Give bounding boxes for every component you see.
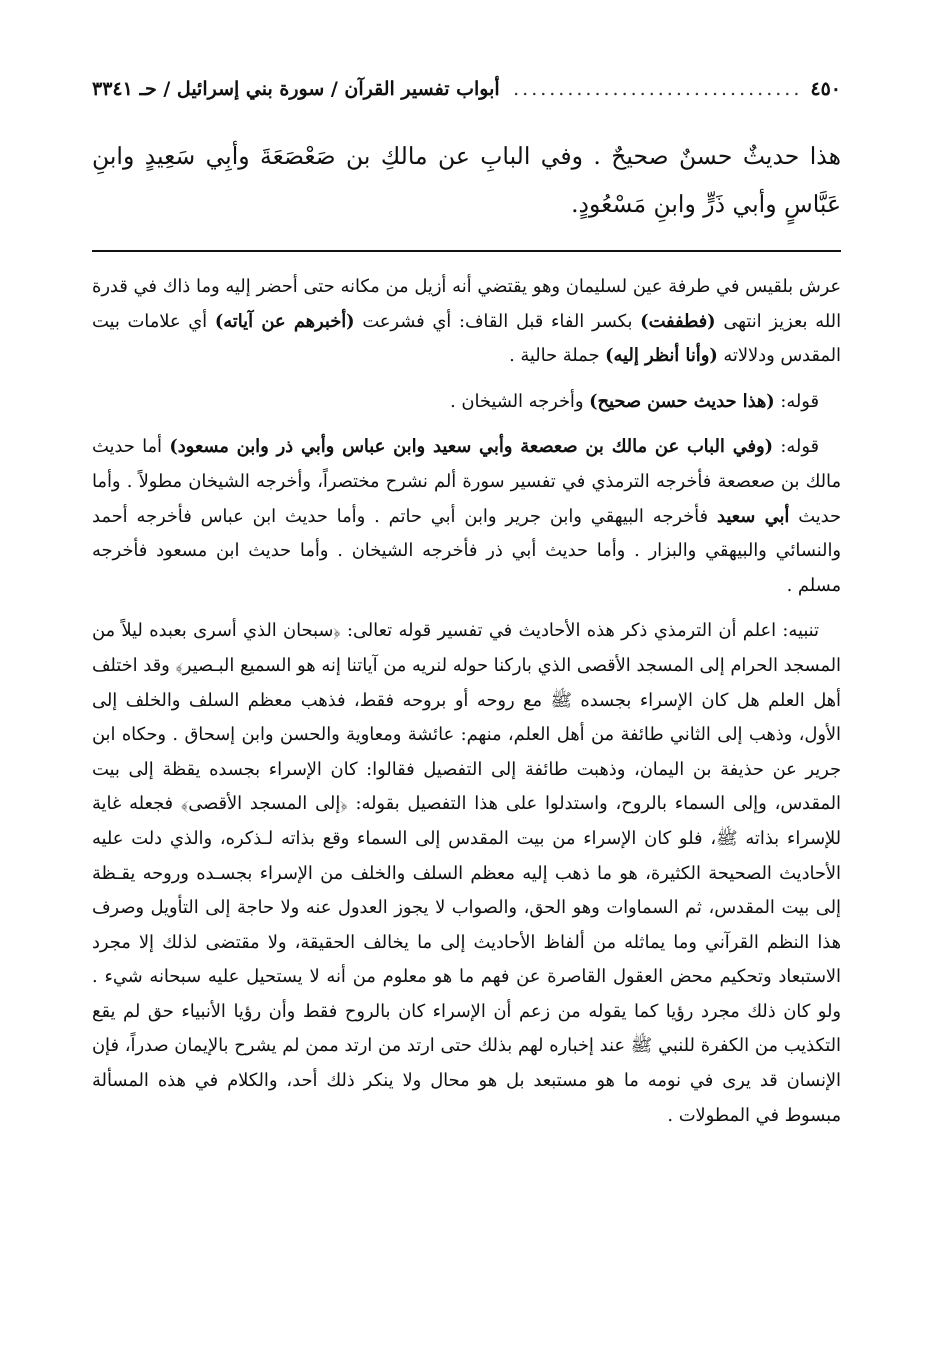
- commentary-paragraph-1: عرش بلقيس في طرفة عين لسليمان وهو يقتضي أنه أزيل من مكانه حتى أحضر إليه وما ذاك في قدرة الله بعزيز انتهى (فطففت) بكسر الفاء قبل القاف: أي فشرعت (أخبرهم عن آياته) أي علامات بيت المقدس ودلالاته (وأنا أنظر إليه) جملة حالية .: [92, 276, 842, 367]
- book-page: [92, 76, 841, 1144]
- header-dot-leader: ................................: [513, 78, 803, 100]
- text-commentary-divider: [92, 250, 841, 252]
- commentary-paragraph-2: قوله: (هذا حديث حسن صحيح) وأخرجه الشيخان .: [450, 390, 819, 412]
- commentary-paragraph-4-note: تنبيه: اعلم أن الترمذي ذكر هذه الأحاديث في تفسير قوله تعالى: ﴿سبحان الذي أسرى بعبده ليلاً من المسجد الحرام إلى المسجد الأقصى الذي باركنا حوله لنريه من آياتنا إنه هو السميع البـصير﴾ وقد اختلف أهل العلم هل كان الإسراء بجسده ﷺ مع روحه أو بروحه فقط، فذهب معظم السلف والخلف إلى الأول، وذهب إلى الثاني طائفة من أهل العلم، منهم: عائشة ومعاوية والحسن وابن إسحاق . وحكاه ابن جرير عن حذيفة بن اليمان، وذهبت طائفة إلى التفصيل فقالوا: كان الإسراء بجسده يقظة إلى بيت المقدس، وإلى السماء بالروح، واستدلوا على هذا التفصيل بقوله: ﴿إلى المسجد الأقصى﴾ فجعله غاية للإسراء بذاته ﷺ، فلو كان الإسراء من بيت المقدس إلى السماء وقع بذاته لـذكره، والذي دلت عليه الأحاديث الصحيحة الكثيرة، هو ما ذهب إليه معظم السلف والخلف من الإسراء بجسـده وروحه يقـظة إلى بيت المقدس، ثم السماوات وهو الحق، والصواب لا يجوز العدول عنه ولا حاجة إلى التأويل وصرف هذا النظم القرآني وما يماثله من ألفاظ الأحاديث إلى ما يخالف الحقيقة، ولا مقتضى لذلك إلا مجرد الاستبعاد وتحكيم محض العقول القاصرة عن فهم ما هو معلوم من أنه لا يستحيل عليه سبحانه شيء . ولو كان ذلك مجرد رؤيا كما يقوله من زعم أن الإسراء كان بالروح فقط وأن رؤيا الأنبياء حق لم يقع التكذيب من الكفرة للنبي ﷺ عند إخباره لهم بذلك حتى ارتد من ارتد ممن لم يشرح بالإيمان صدراً، فإن الإنسان قد يرى في نومه ما هو مستبعد بل هو محال ولا ينكر ذلك أحد، والكلام في هذه المسألة مبسوط في المطولات .: [92, 620, 841, 1126]
- commentary-paragraph-3: قوله: (وفي الباب عن مالك بن صعصعة وأبي سعيد وابن عباس وأبي ذر وابن مسعود) أما حديث مالك بن صعصعة فأخرجه الترمذي في تفسير سورة ألم نشرح مختصراً، وأخرجه الشيخان مطولاً . وأما حديث أبي سعيد فأخرجه البيهقي وابن جرير وابن أبي حاتم . وأما حديث ابن عباس فأخرجه أحمد والنسائي والبيهقي والبزار . وأما حديث أبي ذر فأخرجه الشيخان . وأما حديث ابن مسعود فأخرجه مسلم .: [92, 436, 842, 596]
- running-header: [92, 76, 841, 102]
- page-number: ٤٥٠: [810, 78, 841, 100]
- hadith-paragraph: هذا حديثٌ حسنٌ صحيحٌ . وفي البابِ عن مالكِ بن صَعْصَعَةَ وأبِي سَعِيدٍ وابنِ عَبَّاسٍ وأبي ذَرٍّ وابنِ مَسْعُودٍ.: [92, 142, 841, 218]
- hadith-text-block: [92, 132, 841, 228]
- commentary-block: [92, 270, 841, 1133]
- running-title: أبواب تفسير القرآن / سورة بني إسرائيل / حـ ٣٣٤١: [92, 78, 500, 100]
